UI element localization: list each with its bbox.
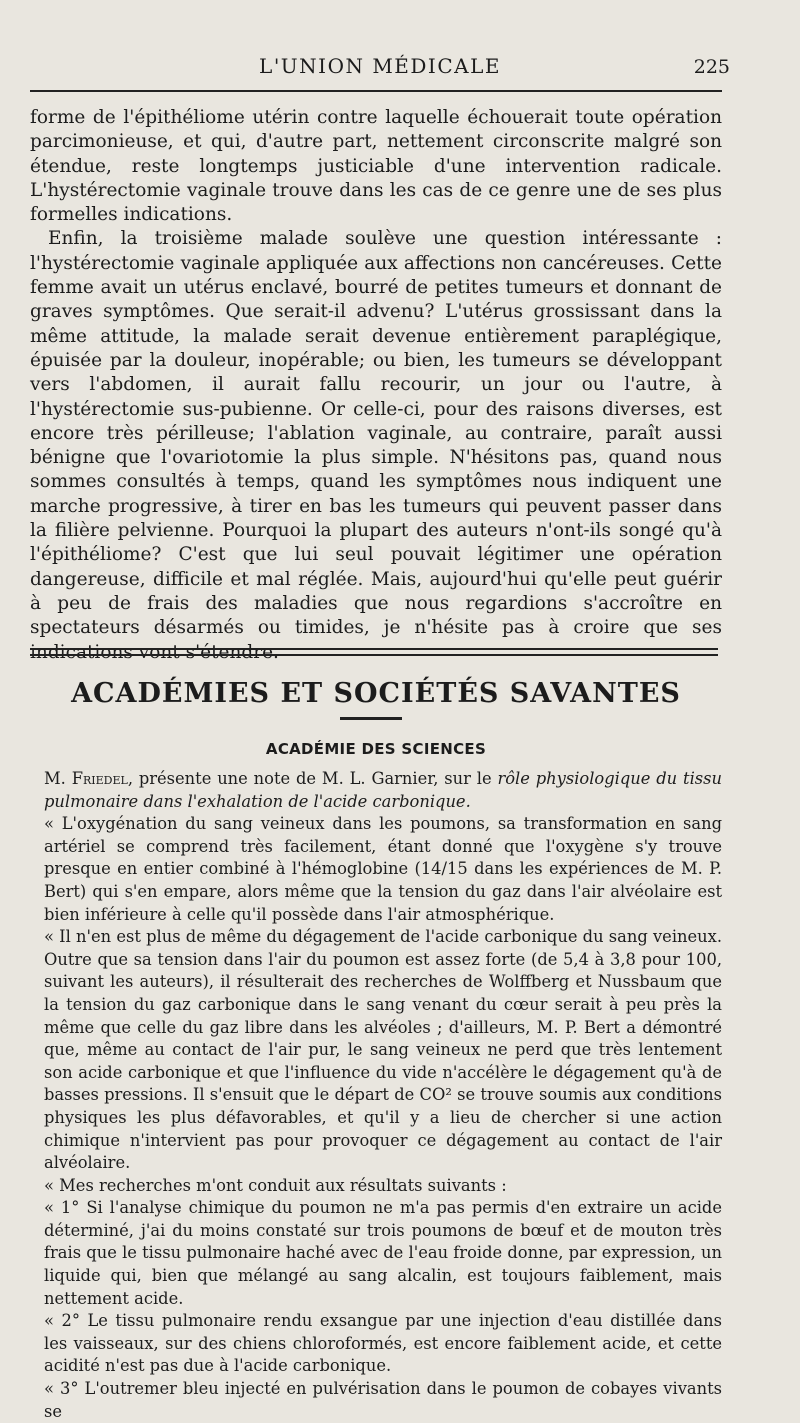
presenter-name: Friedel [71, 769, 128, 788]
intro-middle: , présente une note de M. L. Garnier, sur le [127, 769, 498, 788]
paragraph: forme de l'épithéliome utérin contre laquelle échouerait toute opération parcimonieuse, et qui, d'autre part, nettement circonscrite malgré son étendue, reste longtemps justiciable d'une intervention radicale. L'hystérectomie vaginale trouve dans les cas de ce genre une de ses plus formelles indications. [30, 107, 722, 226]
subsection-title: ACADÉMIE DES SCIENCES [265, 740, 487, 758]
note-title: rôle physiologique du tissu pulmonaire dans l'exhalation de l'acide carbonique. [44, 769, 722, 811]
academy-report [44, 768, 722, 1423]
section-divider-bottom [30, 654, 718, 656]
section-divider-top [30, 648, 718, 650]
paragraph: « 3° L'outremer bleu injecté en pulvérisation dans le poumon de cobayes vivants se [44, 1379, 722, 1421]
title-underline [340, 717, 402, 720]
section-title: ACADÉMIES ET SOCIÉTÉS SAVANTES [71, 678, 681, 709]
paragraph: Enfin, la troisième malade soulève une question intéressante : l'hystérectomie vaginale appliquée aux affections non cancéreuses. Cette femme avait un utérus enclavé, bourré de petites tumeurs et donnant de graves symptômes. Que serait-il advenu? L'utérus grossissant dans la même attitude, la malade serait devenue entièrement paraplégique, épuisée par la douleur, inopérable; ou bien, les tumeurs se développant vers l'abdomen, il aurait fallu recourir, un jour ou l'autre, à l'hystérectomie sus-pubienne. Or celle-ci, pour des raisons diverses, est encore très périlleuse; l'ablation vaginale, au contraire, paraît aussi bénigne que l'ovariotomie la plus simple. N'hésitons pas, quand nous sommes consultés à temps, quand les symptômes nous indiquent une marche progressive, à tirer en bas les tumeurs qui peuvent passer dans la filière pelvienne. Pourquoi la plupart des auteurs n'ont-ils songé qu'à l'épithéliome? C'est que lui seul pouvait légitimer une opération dangereuse, difficile et mal réglée. Mais, aujourd'hui qu'elle peut guérir à peu de frais des maladies que nous regardions s'accroître en spectateurs désarmés ou timides, je n'hésite pas à croire que ses indications vont s'étendre. [30, 228, 722, 663]
intro-paragraph [44, 768, 722, 813]
running-title: L'UNION MÉDICALE [259, 54, 501, 78]
paragraph: « 1° Si l'analyse chimique du poumon ne m'a pas permis d'en extraire un acide déterminé, j'ai du moins constaté sur trois poumons de bœuf et de mouton très frais que le tissu pulmonaire haché avec de l'eau froide donne, par expression, un liquide qui, bien que mélangé au sang alcalin, est toujours faiblement, mais nettement acide. [44, 1198, 722, 1308]
paragraph: « 2° Le tissu pulmonaire rendu exsangue par une injection d'eau distillée dans les vaisseaux, sur des chiens chloroformés, est encore faiblement acide, et cette acidité n'est pas due à l'acide carbonique. [44, 1311, 722, 1376]
header-rule [30, 90, 722, 92]
running-head [30, 54, 730, 84]
paragraph: « Mes recherches m'ont conduit aux résultats suivants : [44, 1175, 507, 1195]
paragraph: « Il n'en est plus de même du dégagement de l'acide carbonique du sang veineux. Outre que sa tension dans l'air du poumon est assez forte (de 5,4 à 3,8 pour 100, suivant les auteurs), il résulterait des recherches de Wolffberg et Nussbaum que la tension du gaz carbonique dans le sang venant du cœur serait à peu près la même que celle du gaz libre dans les alvéoles ; d'ailleurs, M. P. Bert a démontré que, même au contact de l'air pur, le sang veineux ne perd que très lentement son acide carbonique et que l'influence du vide n'accélère le dégagement qu'à de basses pressions. Il s'ensuit que le départ de CO² se trouve soumis aux conditions physiques les plus défavorables, et qu'il y a lieu de chercher si une action chimique n'intervient pas pour provoquer ce dégagement au contact de l'air alvéolaire. [44, 927, 722, 1173]
paragraph: « L'oxygénation du sang veineux dans les poumons, sa transformation en sang artériel se comprend très facilement, étant donné que l'oxygène s'y trouve presque en entier combiné à l'hémoglobine (14/15 dans les expériences de M. P. Bert) qui s'en empare, alors même que la tension du gaz dans l'air alvéolaire est bien inférieure à celle qu'il possède dans l'air atmosphérique. [44, 814, 722, 924]
top-article [30, 106, 722, 665]
page-number: 225 [693, 56, 730, 78]
intro-prefix: M. [44, 769, 72, 788]
